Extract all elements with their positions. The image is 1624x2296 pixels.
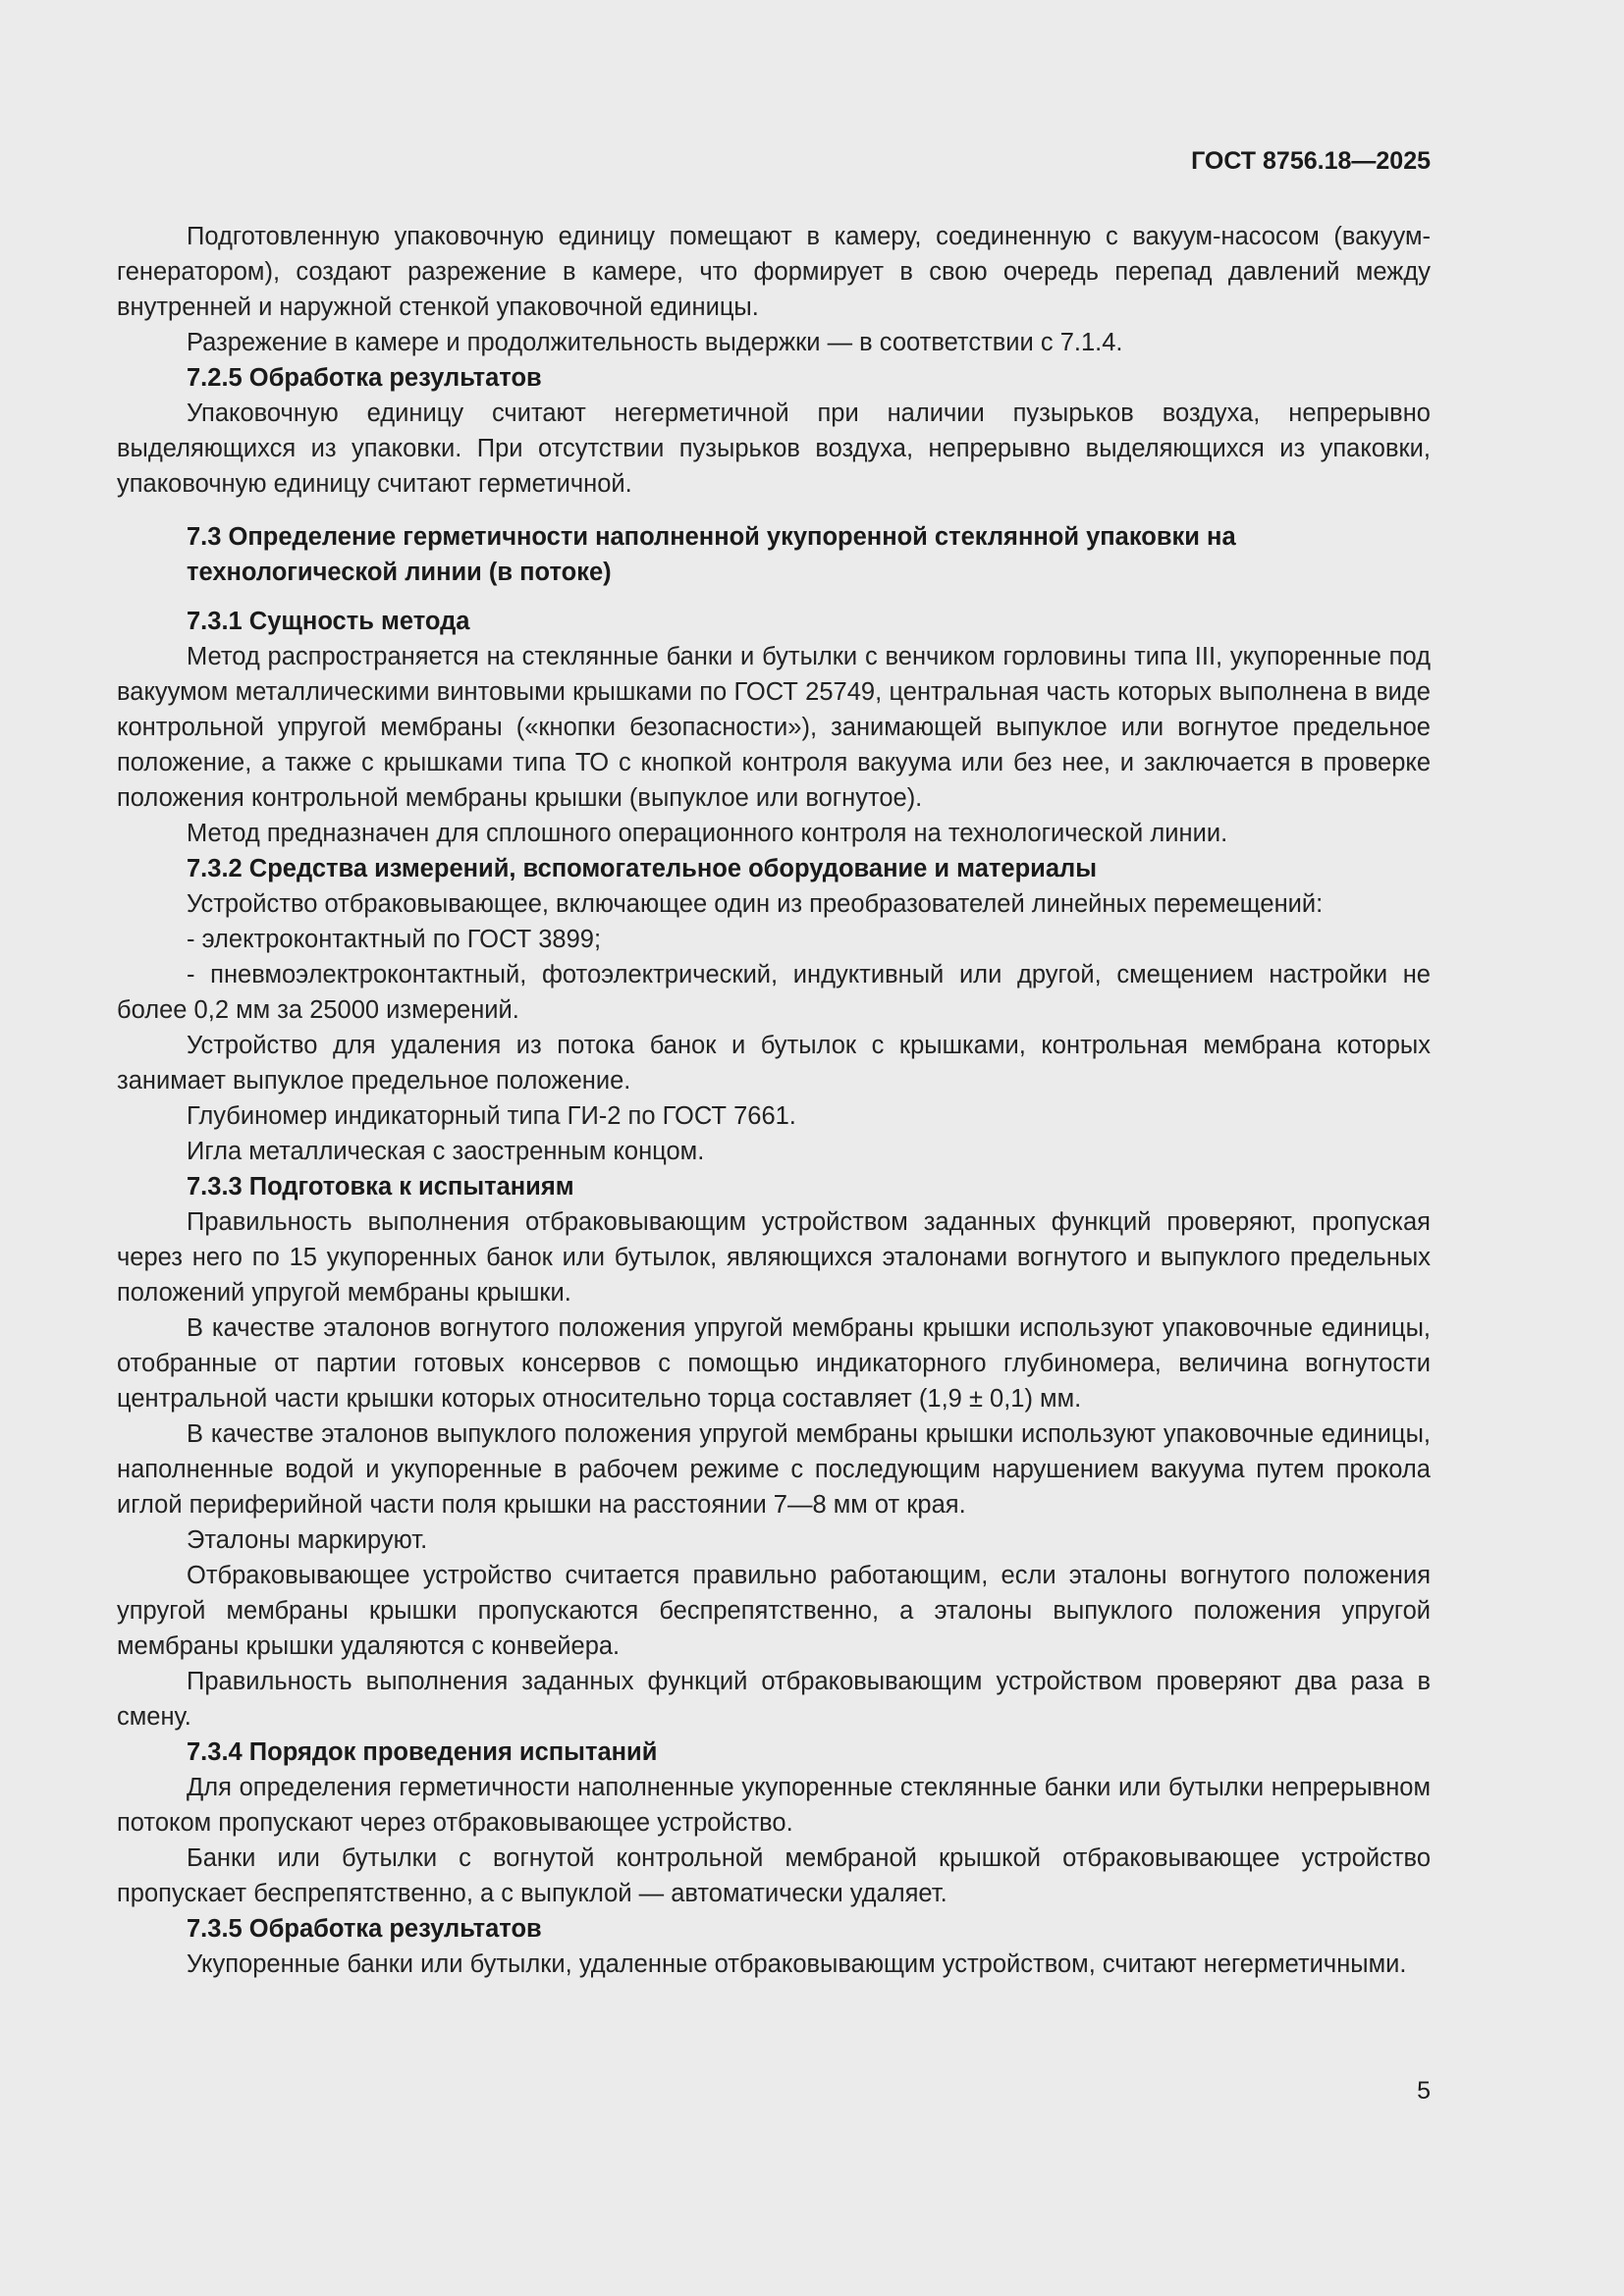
- paragraph: Правильность выполнения заданных функций отбраковывающим устройством проверяют два раза в смену.: [117, 1668, 1431, 1731]
- list-item: - пневмоэлектроконтактный, фотоэлектрический, индуктивный или другой, смещением настройки не более 0,2 мм за 25000 измерений.: [117, 961, 1431, 1024]
- section-heading-7-3-1: 7.3.1 Сущность метода: [187, 608, 470, 635]
- paragraph: Упаковочную единицу считают негерметичной при наличии пузырьков воздуха, непрерывно выделяющихся из упаковки. При отсутствии пузырьков воздуха, непрерывно выделяющихся из упаковки, упаковочную единицу считают герметичной.: [117, 400, 1431, 498]
- page-content: [117, 219, 1431, 1982]
- paragraph: Метод предназначен для сплошного операционного контроля на технологической линии.: [187, 820, 1228, 847]
- paragraph: Для определения герметичности наполненные укупоренные стеклянные банки или бутылки непрерывном потоком пропускают через отбраковывающее устройство.: [117, 1774, 1431, 1837]
- paragraph: Правильность выполнения отбраковывающим устройством заданных функций проверяют, пропуская через него по 15 укупоренных банок или бутылок, являющихся эталонами вогнутого и выпуклого предельных положений упругой мембраны крышки.: [117, 1208, 1431, 1307]
- paragraph: В качестве эталонов выпуклого положения упругой мембраны крышки используют упаковочные единицы, наполненные водой и укупоренные в рабочем режиме с последующим нарушением вакуума путем прокола иглой периферийной части поля крышки на расстоянии 7—8 мм от края.: [117, 1420, 1431, 1519]
- section-heading-7-3: 7.3 Определение герметичности наполненной укупоренной стеклянной упаковки на технологической линии (в потоке): [187, 523, 1236, 586]
- page-number: 5: [1417, 2077, 1431, 2105]
- list-item: - электроконтактный по ГОСТ 3899;: [187, 926, 602, 953]
- paragraph: Игла металлическая с заостренным концом.: [187, 1138, 705, 1165]
- paragraph: Устройство отбраковывающее, включающее один из преобразователей линейных перемещений:: [187, 890, 1324, 918]
- section-heading-7-3-2: 7.3.2 Средства измерений, вспомогательное оборудование и материалы: [187, 855, 1097, 882]
- paragraph: Банки или бутылки с вогнутой контрольной мембраной крышкой отбраковывающее устройство пропускает беспрепятственно, а с выпуклой — автоматически удаляет.: [117, 1844, 1431, 1907]
- paragraph: Укупоренные банки или бутылки, удаленные отбраковывающим устройством, считают негерметичными.: [187, 1950, 1407, 1978]
- paragraph: Глубиномер индикаторный типа ГИ-2 по ГОСТ 7661.: [187, 1102, 796, 1130]
- section-heading-7-3-3: 7.3.3 Подготовка к испытаниям: [187, 1173, 574, 1201]
- paragraph: Эталоны маркируют.: [187, 1526, 428, 1554]
- section-heading-7-2-5: 7.2.5 Обработка результатов: [187, 364, 542, 392]
- paragraph: В качестве эталонов вогнутого положения упругой мембраны крышки используют упаковочные единицы, отобранные от партии готовых консервов с помощью индикаторного глубиномера, величина вогнутости центральной части крышки которых относительно торца составляет (1,9 ± 0,1) мм.: [117, 1314, 1431, 1413]
- paragraph: Устройство для удаления из потока банок и бутылок с крышками, контрольная мембрана которых занимает выпуклое предельное положение.: [117, 1032, 1431, 1095]
- section-heading-7-3-5: 7.3.5 Обработка результатов: [187, 1915, 542, 1943]
- document-number: ГОСТ 8756.18—2025: [1191, 147, 1431, 175]
- paragraph: Метод распространяется на стеклянные банки и бутылки с венчиком горловины типа III, укупоренные под вакуумом металлическими винтовыми крышками по ГОСТ 25749, центральная часть которых выполнена в виде контрольной упругой мембраны («кнопки безопасности»), занимающей выпуклое или вогнутое предельное положение, а также с крышками типа ТО с кнопкой контроля вакуума или без нее, и заключается в проверке положения контрольной мембраны крышки (выпуклое или вогнутое).: [117, 643, 1431, 812]
- paragraph: Отбраковывающее устройство считается правильно работающим, если эталоны вогнутого положения упругой мембраны крышки пропускаются беспрепятственно, а эталоны выпуклого положения упругой мембраны крышки удаляются с конвейера.: [117, 1562, 1431, 1660]
- section-heading-7-3-4: 7.3.4 Порядок проведения испытаний: [187, 1738, 658, 1766]
- paragraph: Разрежение в камере и продолжительность выдержки — в соответствии с 7.1.4.: [187, 329, 1123, 356]
- paragraph: Подготовленную упаковочную единицу помещают в камеру, соединенную с вакуум-насосом (вакуум-генератором), создают разрежение в камере, что формирует в свою очередь перепад давлений между внутренней и наружной стенкой упаковочной единицы.: [117, 223, 1431, 321]
